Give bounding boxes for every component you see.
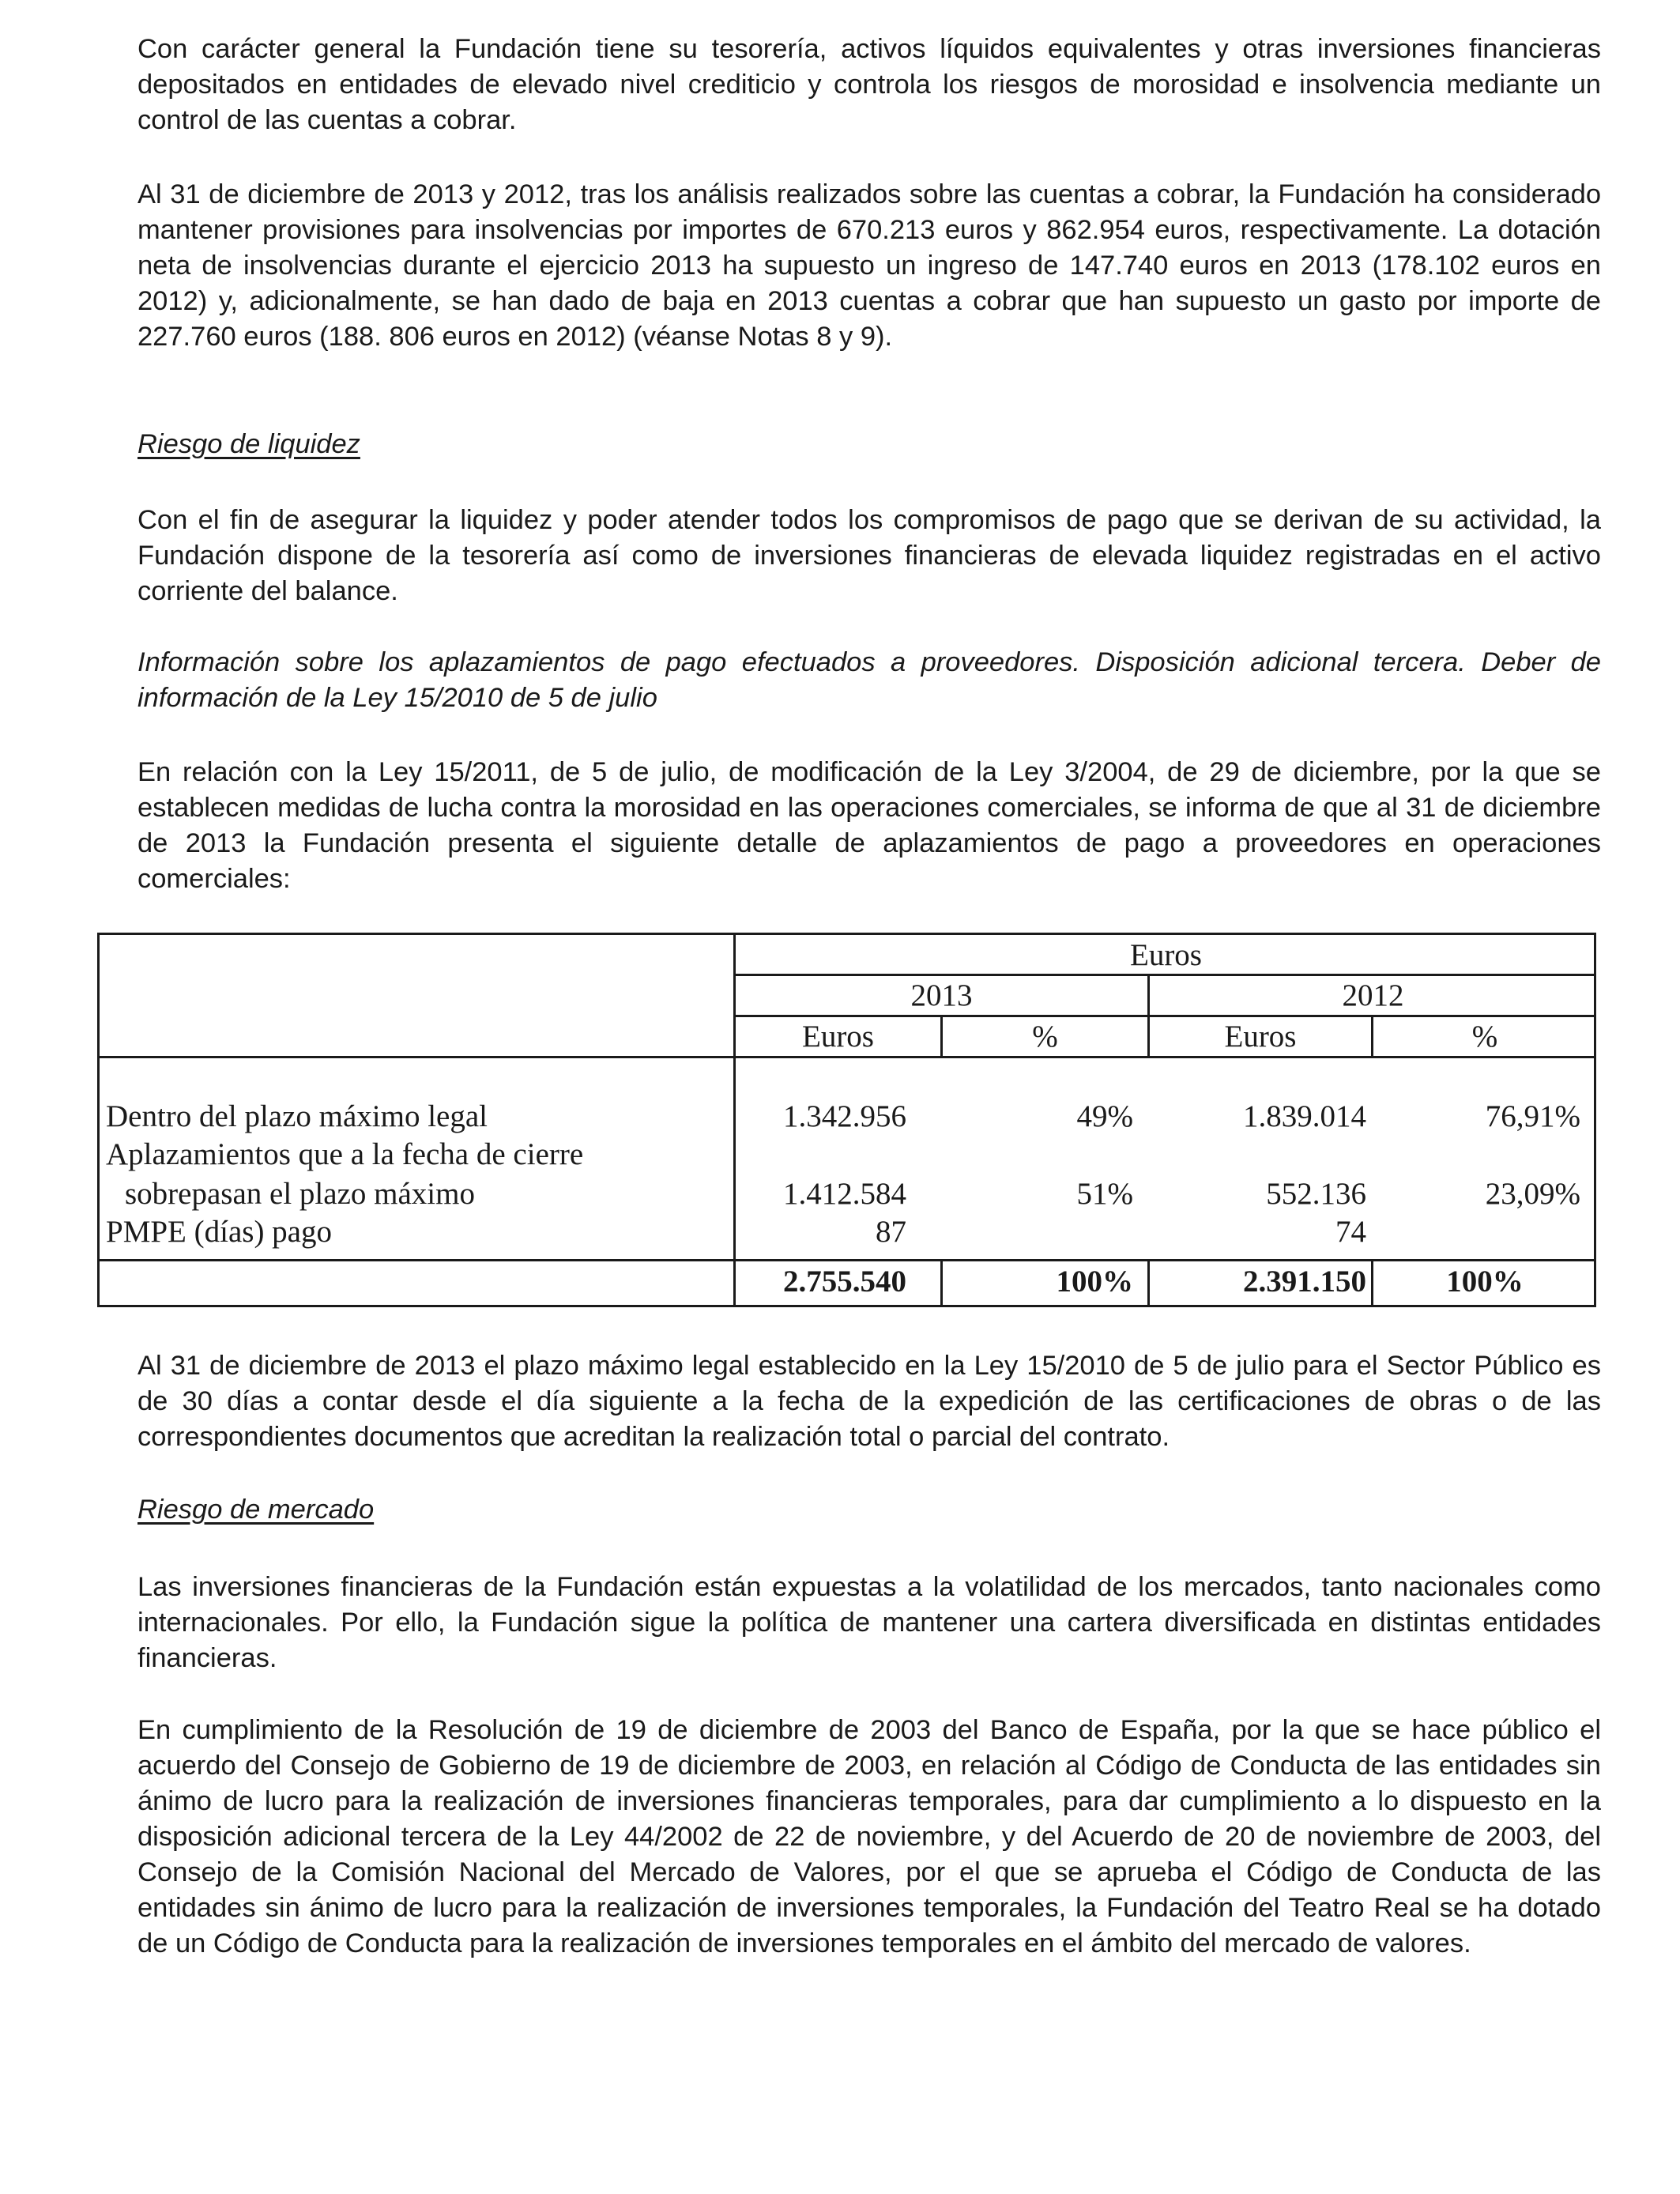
total-pct-2013: 100% (1056, 1265, 1133, 1299)
row-label-aplazamientos: Aplazamientos que a la fecha de cierre (106, 1137, 584, 1171)
header-pct-2012: % (1471, 1020, 1498, 1054)
cell-euros-2012: 552.136 (1266, 1177, 1366, 1211)
cell-pct-2012: 76,91% (1485, 1099, 1580, 1133)
total-pct-2012: 100% (1446, 1265, 1524, 1299)
heading-riesgo-liquidez: Riesgo de liquidez (137, 429, 360, 459)
cell-euros-2012: 1.839.014 (1243, 1099, 1366, 1133)
table-divider (733, 974, 1596, 976)
heading-aplazamientos: Información sobre los aplazamientos de pago efectuados a proveedores. Disposición adicional tercera. Deber de información de la Ley 15/2010 de 5 de julio (137, 647, 1601, 713)
row-label-aplazamientos-cont: sobrepasan el plazo máximo (125, 1177, 475, 1211)
header-euros-2013: Euros (802, 1020, 874, 1054)
row-label-pmpe: PMPE (días) pago (106, 1215, 332, 1249)
table-divider (733, 1015, 1596, 1017)
cell-euros-2013: 1.412.584 (783, 1177, 906, 1211)
header-euros-group: Euros (1130, 938, 1202, 972)
cell-euros-2013: 1.342.956 (783, 1099, 906, 1133)
header-pct-2013: % (1032, 1020, 1058, 1054)
header-year-2013: 2013 (910, 978, 973, 1012)
cell-pmpe-2012: 74 (1335, 1215, 1366, 1249)
paragraph-liquidez: Con el fin de asegurar la liquidez y poder atender todos los compromisos de pago que se derivan de su actividad, la Fundación dispone de la tesorería así como de inversiones financieras de elevada liquidez registradas en el activo corriente del balance. (137, 505, 1601, 606)
cell-pct-2013: 51% (1076, 1177, 1133, 1211)
paragraph-mercado: Las inversiones financieras de la Fundación están expuestas a la volatilidad de los mercados, tanto nacionales como internacionales. Por ello, la Fundación sigue la política de mantener una cartera diversificada en distintas entidades financieras. (137, 1572, 1601, 1673)
total-euros-2013: 2.755.540 (783, 1265, 906, 1299)
row-label-dentro-plazo: Dentro del plazo máximo legal (106, 1099, 488, 1133)
cell-pmpe-2013: 87 (876, 1215, 906, 1249)
total-euros-2012: 2.391.150 (1243, 1265, 1366, 1299)
header-year-2012: 2012 (1342, 978, 1404, 1012)
paragraph-provisiones: Al 31 de diciembre de 2013 y 2012, tras los análisis realizados sobre las cuentas a cobrar, la Fundación ha considerado mantener provisiones para insolvencias por importes de 670.213 euros y 862.954 euros, respectivamente. La dotación neta de insolvencias durante el ejercicio 2013 ha supuesto un ingreso de 147.740 euros en 2013 (178.102 euros en 2012) y, adicionalmente, se han dado de baja en 2013 cuentas a cobrar que han supuesto un gasto por importe de 227.760 euros (188. 806 euros en 2012) (véanse Notas 8 y 9). (137, 179, 1601, 352)
paragraph-plazo-legal: Al 31 de diciembre de 2013 el plazo máximo legal establecido en la Ley 15/2010 de 5 de julio para el Sector Público es de 30 días a contar desde el día siguiente a la fecha de la expedición de las certificaciones de obras o de las correspondientes documentos que acreditan la realización total o parcial del contrato. (137, 1351, 1601, 1452)
header-euros-2012: Euros (1224, 1020, 1297, 1054)
heading-riesgo-mercado: Riesgo de mercado (137, 1495, 375, 1525)
payments-table (97, 933, 1596, 1307)
paragraph-ley: En relación con la Ley 15/2011, de 5 de julio, de modificación de la Ley 3/2004, de 29 de diciembre, por la que se establecen medidas de lucha contra la morosidad en las operaciones comerciales, se informa de que al 31 de diciembre de 2013 la Fundación presenta el siguiente detalle de aplazamientos de pago a proveedores en operaciones comerciales: (137, 757, 1601, 894)
paragraph-codigo-conducta: En cumplimiento de la Resolución de 19 de diciembre de 2003 del Banco de España, por la que se hace público el acuerdo del Consejo de Gobierno de 19 de diciembre de 2003, en relación al Código de Conducta de las entidades sin ánimo de lucro para la realización de inversiones financieras temporales, para dar cumplimiento a lo dispuesto en la disposición adicional tercera de la Ley 44/2002 de 22 de noviembre, y del Acuerdo de 20 de noviembre de 2003, del Consejo de la Comisión Nacional del Mercado de Valores, por el que se aprueba el Código de Conducta de las entidades sin ánimo de lucro para la realización de inversiones temporales, la Fundación del Teatro Real se ha dotado de un Código de Conducta para la realización de inversiones temporales en el ámbito del mercado de valores. (137, 1715, 1601, 1958)
paragraph-tesoreria: Con carácter general la Fundación tiene su tesorería, activos líquidos equivalentes y otras inversiones financieras depositados en entidades de elevado nivel crediticio y controla los riesgos de morosidad e insolvencia mediante un control de las cuentas a cobrar. (137, 34, 1601, 135)
cell-pct-2012: 23,09% (1485, 1177, 1580, 1211)
cell-pct-2013: 49% (1076, 1099, 1133, 1133)
